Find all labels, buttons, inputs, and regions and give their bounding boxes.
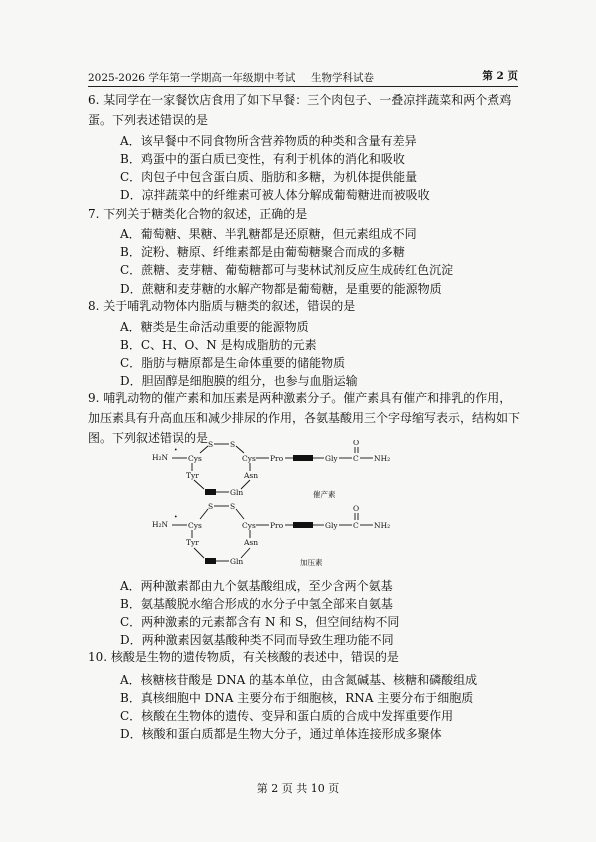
gly-label: Gly — [325, 454, 338, 463]
nh2-label: NH₂ — [374, 454, 391, 463]
bond-line — [194, 548, 204, 558]
question-9-option-a: A．两种激素都由九个氨基酸组成，至少含两个氨基 — [120, 579, 393, 593]
masked-residue — [205, 558, 216, 564]
question-9-option-c: C．两种激素的元素都含有 N 和 S，但空间结构不同 — [120, 615, 400, 629]
hormone-structure-diagram — [150, 440, 410, 575]
question-10-option-d: D．核酸和蛋白质都是生物大分子，通过单体连接形成多聚体 — [120, 727, 442, 741]
pro-label: Pro — [270, 521, 284, 530]
question-10-stem: 10. 核酸是生物的遗传物质，有关核酸的表述中，错误的是 — [88, 650, 399, 664]
question-6-option-b: B．鸡蛋中的蛋白质已变性，有利于机体的消化和吸收 — [120, 152, 405, 166]
question-7-stem: 7. 下列关于糖类化合物的叙述，正确的是 — [88, 207, 308, 221]
question-9-stem: 9. 哺乳动物的催产素和加压素是两种激素分子。催产素具有催产和排乳的作用，加压素具有升高血压和减少排尿的作用，各氨基酸用三个字母缩写表示，结构如下图。下列叙述错误的是 — [88, 391, 521, 445]
masked-residue — [205, 489, 216, 495]
question-6-stem: 6. 某同学在一家餐饮店食用了如下早餐：三个肉包子、一叠凉拌蔬菜和两个煮鸡蛋。下列表述错误的是 — [88, 93, 512, 127]
s-label: S — [208, 502, 214, 511]
s-label: S — [230, 440, 236, 449]
tyr-label: Tyr — [186, 538, 199, 547]
question-8-option-b: B．C、H、O、N 是构成脂肪的元素 — [120, 338, 317, 352]
bond-line — [200, 446, 208, 453]
question-9-option-b: B．氨基酸脱水缩合形成的水分子中氢全部来自氨基 — [120, 597, 393, 611]
nh2-label: NH₂ — [374, 521, 391, 530]
h2n-label: H₂N — [152, 520, 169, 529]
o-label: O — [353, 504, 360, 513]
oxytocin-label: 催产素 — [313, 490, 336, 499]
bond-line — [200, 509, 208, 519]
gln-label: Gln — [230, 557, 244, 566]
vasopressin-label: 加压素 — [300, 558, 323, 567]
s-label: S — [230, 502, 236, 511]
question-8-option-d: D．胆固醇是细胞膜的组分，也参与血脂运输 — [120, 374, 358, 388]
gln-label: Gln — [230, 488, 244, 497]
cys-label: Cys — [242, 454, 256, 463]
question-8-option-a: A．糖类是生命活动重要的能源物质 — [120, 320, 309, 334]
tyr-label: Tyr — [186, 471, 199, 480]
bond-line — [194, 480, 204, 489]
h2n-dot: • — [174, 447, 178, 454]
c-label: C — [353, 454, 359, 463]
h2n-dot: • — [174, 514, 178, 521]
asn-label: Asn — [244, 538, 259, 547]
page-indicator: 第 2 页 — [482, 70, 518, 82]
bond-line — [241, 548, 250, 558]
question-7-option-a: A．葡萄糖、果糖、半乳糖都是还原糖，但元素组成不同 — [120, 227, 417, 241]
question-7-option-c: C．蔗糖、麦芽糖、葡萄糖都可与斐林试剂反应生成砖红色沉淀 — [120, 263, 454, 277]
question-8-stem: 8. 关于哺乳动物体内脂质与糖类的叙述，错误的是 — [88, 299, 356, 313]
question-8-option-c: C．脂肪与糖原都是生命体重要的储能物质 — [120, 356, 346, 370]
gly-label: Gly — [325, 521, 338, 530]
question-10-option-b: B．真核细胞中 DNA 主要分布于细胞核，RNA 主要分布于细胞质 — [120, 691, 474, 705]
bond-line — [236, 446, 244, 453]
question-10-option-a: A．核糖核苷酸是 DNA 的基本单位，由含氮碱基、核糖和磷酸组成 — [120, 673, 478, 687]
question-6-option-a: A．该早餐中不同食物所含营养物质的种类和含量有差异 — [120, 134, 417, 148]
question-7-option-d: D．蔗糖和麦芽糖的水解产物都是葡萄糖，是重要的能源物质 — [120, 282, 442, 296]
masked-residue — [293, 522, 313, 528]
question-10-option-c: C．核酸在生物体的遗传、变异和蛋白质的合成中发挥重要作用 — [120, 709, 454, 723]
page-footer: 第 2 页 共 10 页 — [256, 782, 340, 795]
h2n-label: H₂N — [152, 453, 169, 462]
masked-residue — [293, 455, 313, 461]
subject-title: 生物学科试卷 — [311, 72, 374, 84]
s-label: S — [208, 440, 214, 449]
asn-label: Asn — [244, 471, 259, 480]
question-6-option-d: D．凉拌蔬菜中的纤维素可被人体分解成葡萄糖进而被吸收 — [120, 188, 430, 202]
question-7-option-b: B．淀粉、糖原、纤维素都是由葡萄糖聚合而成的多糖 — [120, 245, 405, 259]
question-9-option-d: D．两种激素因氨基酸种类不同而导致生理功能不同 — [120, 633, 394, 647]
exam-title: 2025-2026 学年第一学期高一年级期中考试 — [88, 72, 296, 84]
question-6-option-c: C．肉包子中包含蛋白质、脂肪和多糖，为机体提供能量 — [120, 170, 418, 184]
page-header — [88, 70, 518, 87]
cys-label: Cys — [188, 521, 202, 530]
bond-line — [241, 480, 250, 489]
c-label: C — [353, 521, 359, 530]
o-label: O — [353, 440, 360, 447]
cys-label: Cys — [242, 521, 256, 530]
cys-label: Cys — [188, 454, 202, 463]
pro-label: Pro — [270, 454, 284, 463]
bond-line — [236, 509, 244, 519]
